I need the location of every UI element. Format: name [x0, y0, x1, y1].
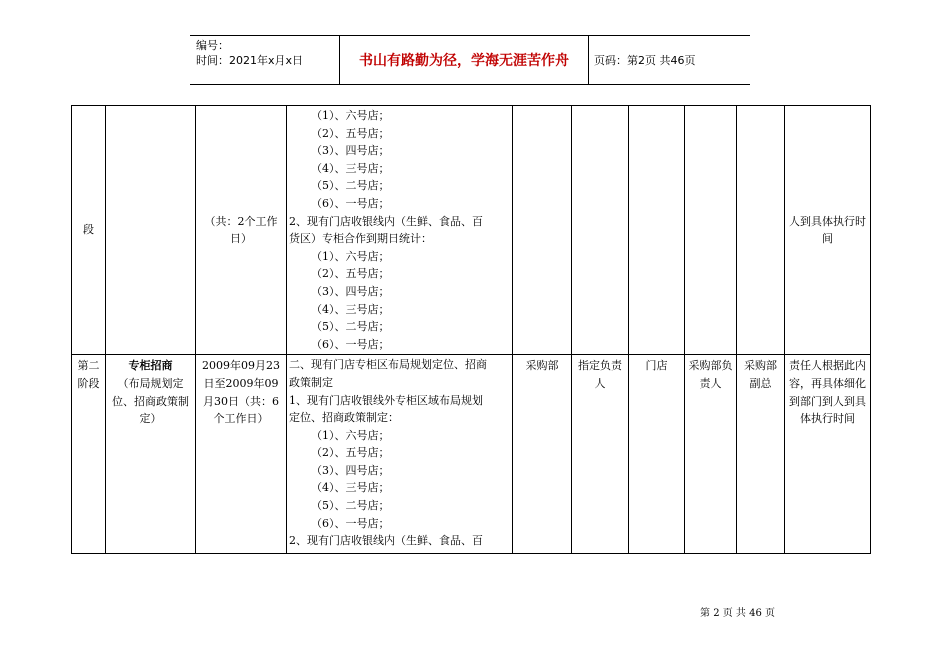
- task-line: （4）、三号店；: [311, 302, 390, 316]
- task-line: （4）、三号店；: [311, 161, 390, 175]
- responsible-cell: [572, 106, 629, 355]
- responsible-cell: 指定负责人: [572, 355, 629, 554]
- task-line: 二、现有门店专柜区布局规划定位、招商: [289, 358, 487, 372]
- task-cell: [287, 355, 513, 554]
- task-line: 货区）专柜合作到期日统计：: [289, 232, 432, 246]
- task-line: （1）、六号店；: [311, 109, 390, 122]
- location-cell: [629, 106, 685, 355]
- supervisor-cell: 采购部副总: [737, 355, 785, 554]
- task-line: （6）、一号店；: [311, 196, 390, 210]
- stage-cell: 第二阶段: [72, 355, 106, 554]
- task-line: 2、现有门店收银线内（生鲜、食品、百: [289, 534, 483, 548]
- task-line: （3）、四号店；: [311, 284, 390, 298]
- owner-cell: [685, 106, 737, 355]
- header-meta: [190, 36, 340, 84]
- footer-page-number: 第 2 页 共 46 页: [700, 608, 775, 619]
- task-line: （3）、四号店；: [311, 463, 390, 477]
- location-cell: 门店: [629, 355, 685, 554]
- page-footer: [0, 604, 950, 619]
- time-label: 时间：2021年x月x日: [196, 54, 304, 67]
- task-line: 政策制定: [289, 375, 333, 389]
- table-row: [72, 106, 871, 355]
- stage-cell: 段: [72, 106, 106, 355]
- task-line: （2）、五号店；: [311, 446, 390, 460]
- task-line: （1）、六号店；: [311, 249, 390, 263]
- stage-title: 专柜招商: [128, 359, 173, 373]
- name-cell: [106, 355, 196, 554]
- task-line: （3）、四号店；: [311, 144, 390, 158]
- owner-cell: 采购部负责人: [685, 355, 737, 554]
- task-line: 定位、招商政策制定：: [289, 411, 399, 425]
- task-line: （2）、五号店；: [311, 267, 390, 281]
- number-label: 编号：: [196, 39, 229, 52]
- schedule-table: [71, 105, 871, 554]
- stage-subtitle: （布局规划定位、招商政策制定）: [112, 376, 189, 426]
- dept-cell: [513, 106, 572, 355]
- table-row: [72, 355, 871, 554]
- name-cell: [106, 106, 196, 355]
- period-cell: （共：2个工作日）: [196, 106, 287, 355]
- remark-cell: 人到具体执行时间: [785, 106, 871, 355]
- task-line: （4）、三号店；: [311, 481, 390, 495]
- task-line: （5）、二号店；: [311, 499, 390, 513]
- task-line: （5）、二号店；: [311, 320, 390, 334]
- task-line: 2、现有门店收银线内（生鲜、食品、百: [289, 214, 483, 228]
- motto: 书山有路勤为径，学海无涯苦作舟: [340, 36, 589, 84]
- task-line: （6）、一号店；: [311, 516, 390, 530]
- page-code: 页码：第2页 共46页: [594, 54, 696, 67]
- page-header: [190, 35, 750, 85]
- task-line: （1）、六号店；: [311, 428, 390, 442]
- task-line: 1、现有门店收银线外专柜区域布局规划: [289, 393, 483, 407]
- period-cell: 2009年09月23日至2009年09月30日（共：6个工作日）: [196, 355, 287, 554]
- dept-cell: 采购部: [513, 355, 572, 554]
- task-cell: [287, 106, 513, 355]
- task-line: （2）、五号店；: [311, 126, 390, 140]
- remark-cell: 责任人根据此内容，再具体细化到部门到人到具体执行时间: [785, 355, 871, 554]
- task-line: （5）、二号店；: [311, 179, 390, 193]
- supervisor-cell: [737, 106, 785, 355]
- task-line: （6）、一号店；: [311, 337, 390, 351]
